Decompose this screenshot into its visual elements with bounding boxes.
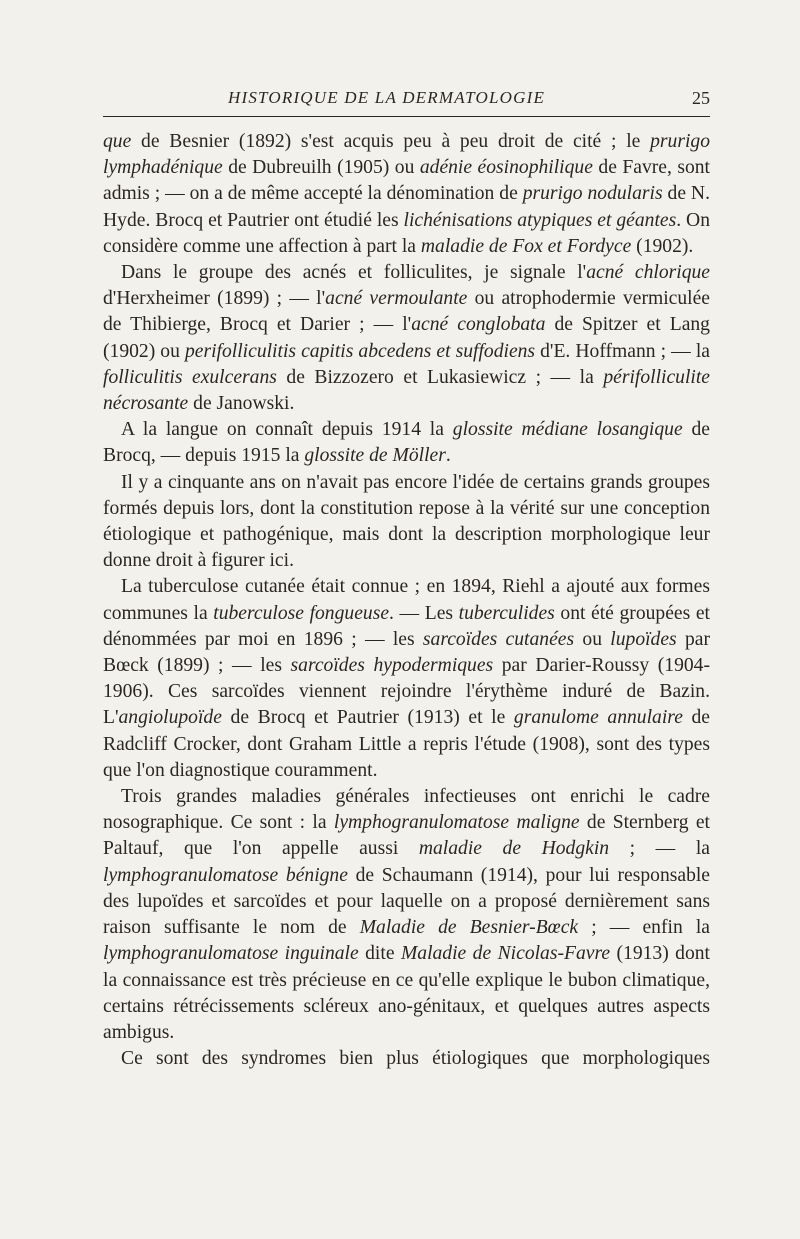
header-rule (103, 116, 710, 117)
text-run: de Sternberg et Paltauf, que l'on appelle aussi (103, 812, 710, 860)
text-run: Trois grandes maladies générales infectieuses ont enrichi le cadre nosographique. Ce sont : la (103, 786, 710, 834)
italic-run: que (103, 131, 132, 152)
italic-run: lichénisations atypiques et géantes (403, 209, 677, 231)
italic-run: granulome annulaire (513, 707, 683, 729)
italic-run: lymphogranulomatose maligne (333, 812, 580, 834)
italic-run: sarcoïdes cutanées (422, 628, 575, 650)
paragraph (103, 1046, 710, 1072)
text-run: (1913) dont la connaissance est très précieuse en ce qu'elle explique le bubon climatique, certains rétrécissements scléreux ano-génitaux, et quelques autres aspects ambigus. (103, 943, 710, 1043)
text-run: Ce sont des syndromes bien plus étiologiques que morphologiques (121, 1048, 710, 1070)
text-run: ; — enfin la (578, 917, 710, 939)
italic-run: perifolliculitis capitis abcedens et suffodiens (184, 340, 536, 362)
text-run: ou (574, 628, 611, 650)
italic-run: acné vermoulante (325, 288, 468, 310)
paragraph (103, 574, 710, 784)
text-run: . On considère comme une affection à part la (103, 209, 710, 257)
italic-run: adénie éosinophilique (419, 157, 593, 179)
text-run: (1902). (631, 235, 694, 257)
text-run: ou atrophodermie vermiculée de Thibierge, Brocq et Darier ; — l' (103, 288, 711, 336)
text-run: de N. Hyde. Brocq et Pautrier ont étudié les (103, 183, 710, 231)
text-run: de Dubreuilh (1905) ou (222, 157, 420, 179)
italic-run: Maladie de Besnier-Bœck (359, 917, 579, 939)
italic-run: lymphogranulomatose inguinale (103, 943, 359, 965)
italic-run: sarcoïdes hypodermiques (290, 655, 494, 677)
italic-run: angiolupoïde (118, 707, 222, 729)
text-run: de Besnier (1892) s'est acquis peu à peu droit de cité ; le (131, 131, 651, 152)
italic-run: glossite médiane losangique (452, 419, 683, 441)
text-run: d'Herxheimer (1899) ; — l' (103, 288, 326, 310)
text-run: d'E. Hoffmann ; — la (535, 340, 710, 362)
italic-run: maladie de Hodgkin (418, 838, 610, 860)
italic-run: acné chlorique (586, 262, 710, 284)
text-run: de Spitzer et Lang (1902) ou (103, 314, 710, 362)
text-run: par Darier-Roussy (1904-1906). Ces sarcoïdes viennent rejoindre l'érythème induré de Bazin. L' (103, 655, 710, 729)
paragraph (103, 260, 710, 417)
italic-run: lupoïdes (610, 628, 677, 650)
text-run: par Bœck (1899) ; — les (103, 628, 710, 677)
text-run: de Brocq, — depuis 1915 la (103, 419, 710, 467)
text-run: . — Les (389, 602, 459, 624)
text-run: de Schaumann (1914), pour lui responsable des lupoïdes et sarcoïdes et pour laquelle on a proposé dernièrement sans raison suffisante le nom de (103, 864, 711, 939)
italic-run: acné conglobata (411, 314, 546, 336)
text-run: La tuberculose cutanée était connue ; en 1894, Riehl a ajouté aux formes communes la (103, 576, 710, 624)
text-run: Il y a cinquante ans on n'avait pas encore l'idée de certains grands groupes formés depuis lors, dont la constitution repose à la vérité sur une conception étiologique et pathogénique, mais dont la description morphologique leur donne droit à figurer ici. (103, 471, 710, 572)
text-run: de Brocq et Pautrier (1913) et le (221, 707, 514, 729)
italic-run: lymphogranulomatose bénigne (103, 864, 348, 886)
text-run: ont été groupées et dénommées par moi en 1896 ; — les (103, 602, 710, 650)
body-text (103, 129, 710, 1072)
italic-run: folliculitis exulcerans (103, 366, 277, 388)
italic-run: maladie de Fox et Fordyce (420, 235, 632, 257)
paragraph (103, 129, 710, 260)
text-run: de Janowski. (188, 393, 295, 415)
paragraph (103, 470, 710, 575)
text-run: A la langue on connaît depuis 1914 la (121, 419, 453, 441)
page-header (103, 86, 710, 110)
text-run: . (445, 445, 451, 467)
italic-run: prurigo lymphadénique (103, 131, 710, 179)
paragraph (103, 784, 710, 1046)
text-run: de Favre, sont admis ; — on a de même accepté la dénomination de (103, 157, 710, 205)
page-number: 25 (692, 88, 710, 108)
italic-run: glossite de Möller (304, 445, 446, 467)
text-run: ; — la (609, 838, 710, 860)
text-run: de Radcliff Crocker, dont Graham Little a repris l'étude (1908), sont des types que l'on diagnostique couramment. (103, 707, 710, 781)
paragraph (103, 417, 710, 469)
italic-run: Maladie de Nicolas-Favre (400, 943, 611, 965)
italic-run: tuberculose fongueuse (213, 602, 390, 624)
italic-run: prurigo nodularis (522, 183, 663, 205)
text-run: dite (358, 943, 401, 965)
italic-run: périfolliculite nécrosante (103, 366, 710, 415)
text-run: Dans le groupe des acnés et folliculites, je signale l' (121, 262, 587, 284)
text-run: de Bizzozero et Lukasiewicz ; — la (276, 366, 604, 388)
running-title: HISTORIQUE DE LA DERMATOLOGIE (228, 88, 546, 107)
italic-run: tuberculides (458, 602, 555, 624)
